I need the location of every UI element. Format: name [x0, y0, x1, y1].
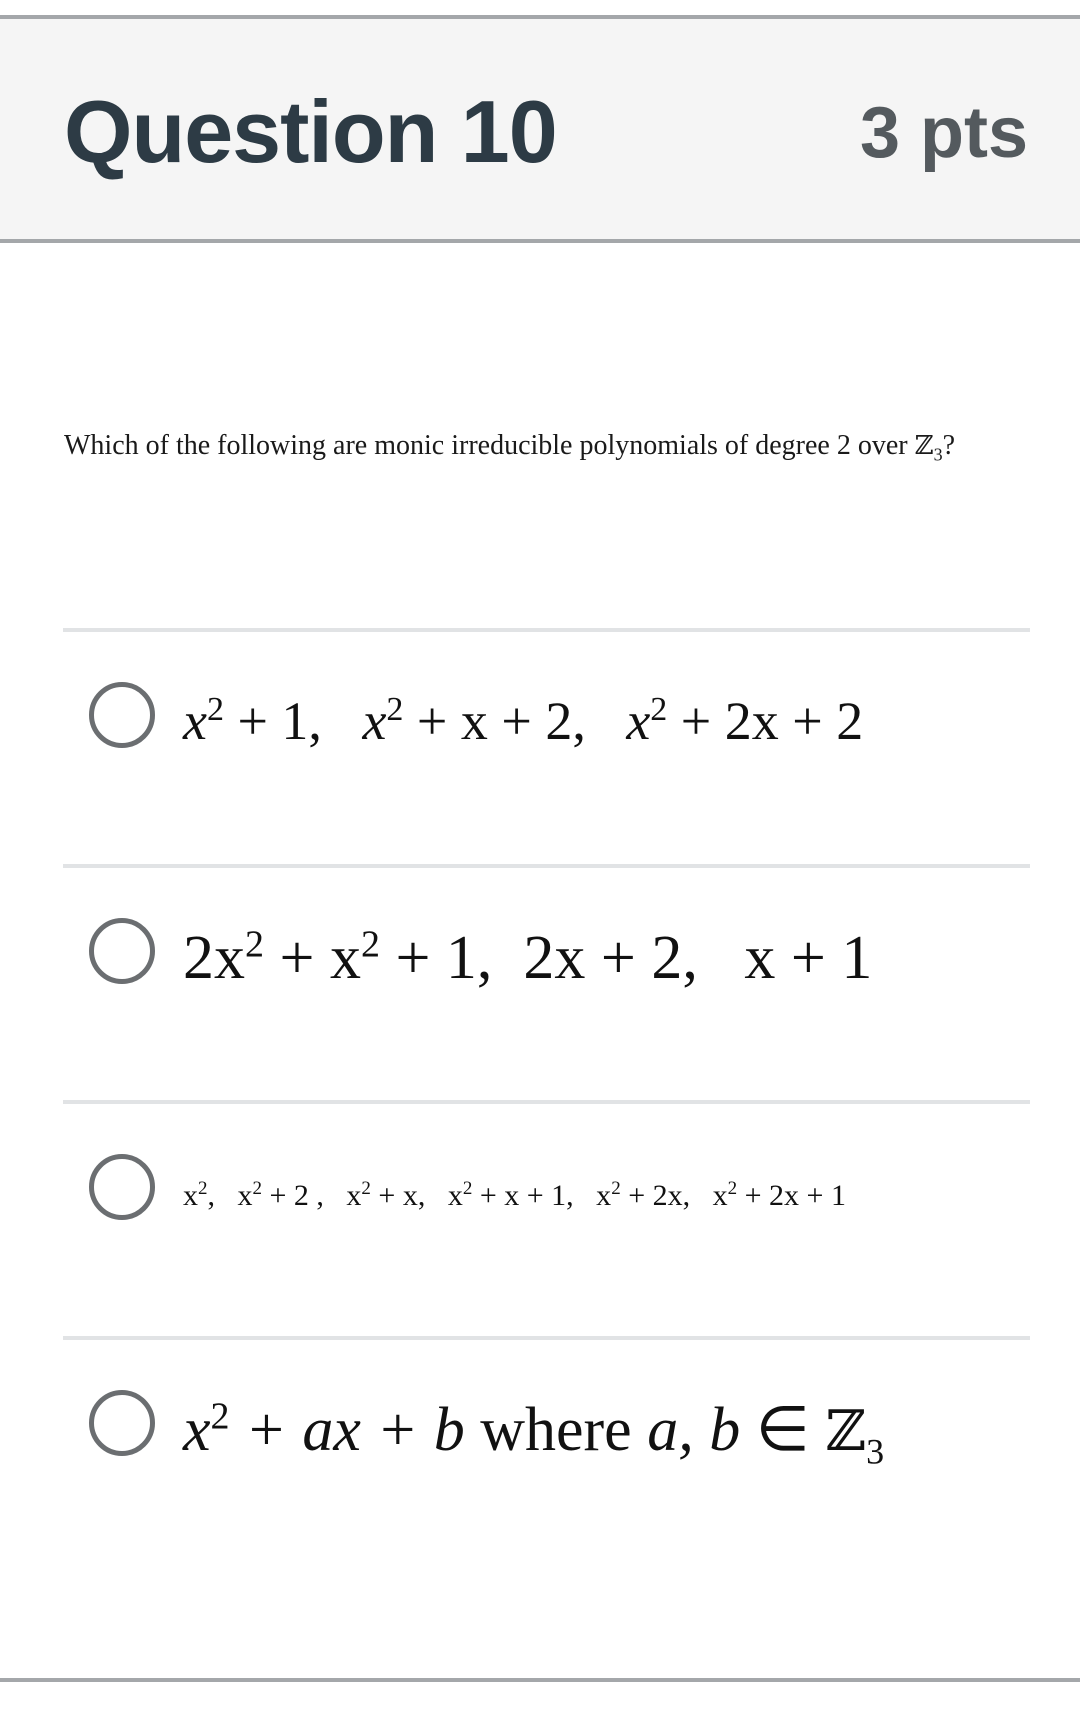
answer-c-exp5: 2	[611, 1178, 621, 1199]
answer-c-exp6: 2	[727, 1178, 738, 1199]
answer-option-d[interactable]	[63, 1336, 1030, 1572]
radio-button-c[interactable]	[89, 1154, 155, 1220]
question-points: 3 pts	[859, 93, 1028, 173]
answer-option-a[interactable]	[63, 628, 1030, 864]
answer-b-part2: + x	[264, 924, 361, 992]
answer-d-field-sub: 3	[866, 1431, 885, 1472]
answer-d-middle: + ax + b	[229, 1396, 465, 1464]
answer-c-part8: + x + 1, x	[472, 1179, 612, 1212]
answer-c-part2: , x	[207, 1179, 253, 1212]
answer-option-c[interactable]	[63, 1100, 1030, 1336]
question-prompt	[64, 428, 1044, 473]
answer-d-text	[183, 1392, 884, 1489]
answer-c-exp3: 2	[361, 1178, 371, 1199]
answer-b-text	[183, 920, 872, 996]
answer-a-term2-rest: + x + 2,	[403, 691, 586, 751]
answer-c-exp1: 2	[198, 1178, 208, 1199]
answer-d-member: ∈	[740, 1396, 826, 1464]
answer-a-term1-rest: + 1,	[223, 691, 322, 751]
answer-a-term3-exp: 2	[650, 691, 668, 728]
answer-a-term2-var: x	[362, 691, 387, 751]
answer-b-part4: + 1, 2x + 2, x + 1	[379, 924, 873, 992]
answer-a-term1-exp: 2	[206, 691, 224, 728]
answer-option-b[interactable]	[63, 864, 1030, 1100]
answer-list	[63, 628, 1030, 1572]
answer-d-where: where	[464, 1396, 648, 1464]
answer-d-lead: x	[183, 1396, 211, 1464]
answer-c-part12: + 2x + 1	[737, 1179, 846, 1212]
radio-button-d[interactable]	[89, 1390, 155, 1456]
prompt-field-subscript: 3	[933, 444, 943, 465]
prompt-field: ℤ	[914, 431, 934, 461]
answer-d-field: ℤ	[825, 1399, 867, 1464]
answer-b-exp2: 2	[360, 923, 380, 966]
prompt-text: Which of the following are monic irreducible polynomials of degree 2 over	[64, 430, 915, 461]
question-title: Question 10	[64, 82, 557, 181]
answer-c-text	[183, 1176, 846, 1216]
header-divider	[0, 239, 1080, 243]
answer-a-term3-rest: + 2x + 2	[667, 691, 864, 751]
answer-c-part6: + x, x	[370, 1179, 463, 1212]
answer-c-part4: + 2 , x	[262, 1179, 362, 1212]
answer-a-text	[183, 686, 863, 756]
answer-b-part0: 2x	[183, 924, 245, 992]
answer-c-part10: + 2x, x	[620, 1179, 728, 1212]
answer-a-term3-var: x	[626, 691, 651, 751]
prompt-end: ?	[942, 430, 956, 461]
answer-c-part0: x	[183, 1179, 198, 1212]
bottom-divider	[0, 1678, 1080, 1682]
radio-button-a[interactable]	[89, 682, 155, 748]
answer-c-exp2: 2	[252, 1178, 262, 1199]
answer-a-term1-var: x	[183, 691, 207, 751]
answer-c-exp4: 2	[462, 1178, 473, 1199]
radio-button-b[interactable]	[89, 918, 155, 984]
answer-b-exp1: 2	[245, 923, 264, 966]
answer-d-vars: a, b	[647, 1396, 741, 1464]
answer-a-term2-exp: 2	[386, 691, 404, 728]
answer-d-exp: 2	[210, 1395, 230, 1438]
